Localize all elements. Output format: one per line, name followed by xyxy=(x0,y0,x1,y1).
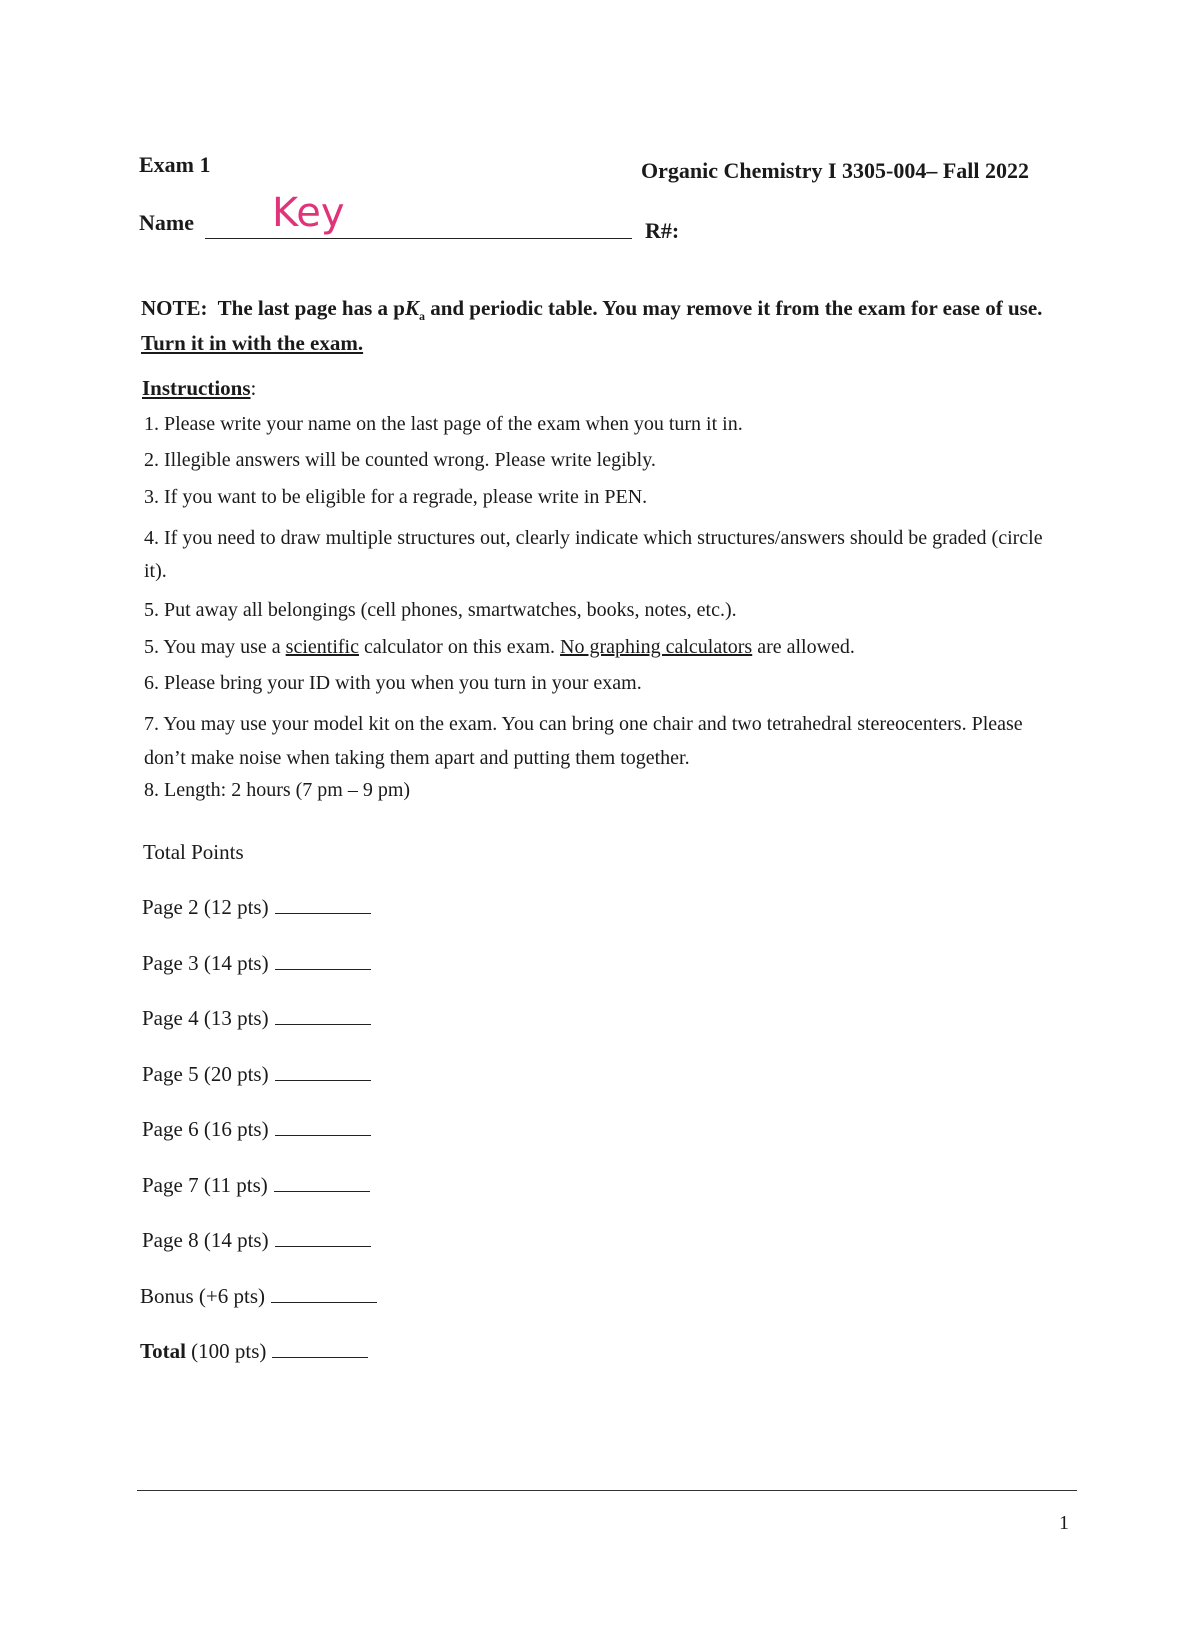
score-row-page-7: Page 7 (11 pts) xyxy=(142,1173,370,1198)
note-label: NOTE: xyxy=(141,296,208,320)
instruction-item-3: 3. If you want to be eligible for a regrade, please write in PEN. xyxy=(144,486,648,508)
name-handwritten-value: Key xyxy=(272,190,345,236)
score-blank[interactable] xyxy=(272,1356,368,1358)
instruction-item-5: 5. Put away all belongings (cell phones, smartwatches, books, notes, etc.). xyxy=(144,599,737,621)
note-text-b: and periodic table. You may remove it from the exam for ease of use. xyxy=(424,296,1043,320)
score-blank[interactable] xyxy=(275,1079,371,1081)
pk-k: K xyxy=(404,296,419,320)
note-paragraph xyxy=(141,295,1061,357)
score-blank[interactable] xyxy=(275,1245,371,1247)
exam-label: Exam 1 xyxy=(139,152,211,177)
instruction-item-6: 6. Please bring your ID with you when you turn in your exam. xyxy=(144,672,642,694)
score-row-page-3: Page 3 (14 pts) xyxy=(142,951,371,976)
score-blank[interactable] xyxy=(275,968,371,970)
score-blank[interactable] xyxy=(271,1301,377,1303)
score-row-page-6: Page 6 (16 pts) xyxy=(142,1117,371,1142)
pk-sub: a xyxy=(418,309,425,324)
instruction-item-4: 4. If you need to draw multiple structures out, clearly indicate which structures/answers should be graded (circle it). xyxy=(144,527,1043,582)
page-number: 1 xyxy=(1059,1512,1069,1534)
instruction-item-8: 8. Length: 2 hours (7 pm – 9 pm) xyxy=(144,779,411,801)
instruction-item-calculator: 5. You may use a scientific calculator on this exam. No graphing calculators are allowed. xyxy=(144,636,855,658)
score-row-page-2: Page 2 (12 pts) xyxy=(142,895,371,920)
underlined-no-graphing: No graphing calculators xyxy=(560,636,753,658)
score-row-bonus: Bonus (+6 pts) xyxy=(140,1284,377,1309)
instructions-heading: Instructions: xyxy=(142,376,257,400)
score-blank[interactable] xyxy=(275,1023,371,1025)
note-underlined: Turn it in with the exam. xyxy=(141,331,364,356)
instruction-item-1: 1. Please write your name on the last page of the exam when you turn it in. xyxy=(144,413,743,435)
footer-rule xyxy=(137,1490,1077,1491)
name-line[interactable] xyxy=(205,238,632,239)
score-blank[interactable] xyxy=(274,1190,370,1192)
score-row-page-4: Page 4 (13 pts) xyxy=(142,1006,371,1031)
name-label: Name xyxy=(139,210,194,235)
score-row-page-5: Page 5 (20 pts) xyxy=(142,1062,371,1087)
underlined-scientific: scientific xyxy=(285,636,359,658)
score-blank[interactable] xyxy=(275,912,371,914)
score-row-total: Total (100 pts) xyxy=(140,1339,368,1364)
instruction-item-2: 2. Illegible answers will be counted wrong. Please write legibly. xyxy=(144,449,656,471)
score-blank[interactable] xyxy=(275,1134,371,1136)
total-points-heading: Total Points xyxy=(143,840,244,864)
note-text-a: The last page has a p xyxy=(217,296,405,320)
course-title: Organic Chemistry I 3305-004– Fall 2022 xyxy=(641,158,1030,183)
rnum-label: R#: xyxy=(645,218,680,243)
instruction-item-7: 7. You may use your model kit on the exam. You can bring one chair and two tetrahedral stereocenters. Please don’t make noise when taking them apart and putting them together. xyxy=(144,713,1023,769)
score-row-page-8: Page 8 (14 pts) xyxy=(142,1228,371,1253)
